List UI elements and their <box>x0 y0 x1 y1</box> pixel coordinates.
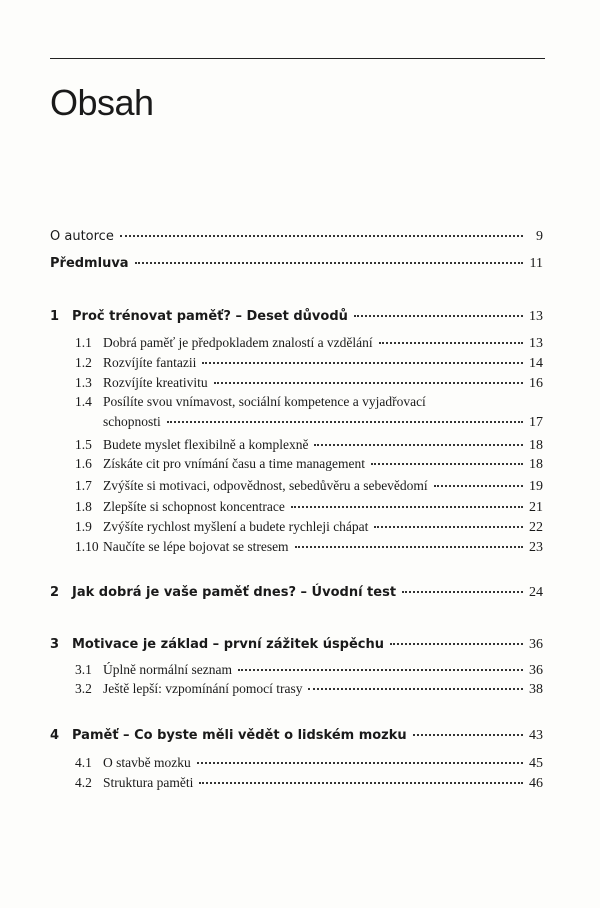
page-number: 17 <box>529 415 543 430</box>
toc-entry <box>50 229 543 249</box>
dot-leader <box>354 315 523 317</box>
entry-title: Získáte cit pro vnímání času a time management <box>103 456 366 471</box>
page-number: 24 <box>529 585 543 600</box>
toc-section-continued <box>103 414 543 434</box>
dot-leader <box>295 546 523 548</box>
dot-leader <box>135 262 523 264</box>
entry-title: Motivace je základ – první zážitek úspěchu <box>72 637 385 652</box>
entry-title: Předmluva <box>50 256 129 271</box>
dot-leader <box>434 485 523 487</box>
toc-chapter <box>50 585 543 605</box>
entry-title: O autorce <box>50 229 114 244</box>
toc-chapter <box>50 309 543 329</box>
toc-section <box>75 775 543 795</box>
entry-number: 3.2 <box>75 681 92 696</box>
page-number: 14 <box>529 356 543 371</box>
page-number: 45 <box>529 756 543 771</box>
toc-chapter <box>50 728 543 748</box>
entry-number: 1.1 <box>75 335 92 350</box>
dot-leader <box>374 526 523 528</box>
toc-section <box>75 519 543 539</box>
page-number: 18 <box>529 438 543 453</box>
page-number: 11 <box>529 256 543 271</box>
entry-title: Ještě lepší: vzpomínání pomocí trasy <box>103 681 303 696</box>
entry-number: 1.9 <box>75 519 92 534</box>
page-number: 13 <box>529 336 543 351</box>
toc-section <box>75 539 543 559</box>
entry-number: 4.2 <box>75 775 92 790</box>
dot-leader <box>199 782 523 784</box>
page-title: Obsah <box>50 82 154 123</box>
toc-chapter <box>50 637 543 657</box>
toc-section <box>75 681 543 701</box>
dot-leader <box>238 669 523 671</box>
page-number: 43 <box>529 728 543 743</box>
dot-leader <box>308 688 523 690</box>
page-number: 21 <box>529 500 543 515</box>
toc-section <box>75 335 543 355</box>
page-number: 36 <box>529 637 543 652</box>
dot-leader <box>314 444 523 446</box>
page-number: 19 <box>529 479 543 494</box>
dot-leader <box>402 591 523 593</box>
entry-number: 1.5 <box>75 437 92 452</box>
dot-leader <box>202 362 523 364</box>
toc-section <box>75 478 543 498</box>
entry-title: Struktura paměti <box>103 775 194 790</box>
dot-leader <box>371 463 523 465</box>
entry-title: Rozvíjíte fantazii <box>103 355 197 370</box>
toc-section <box>75 456 543 476</box>
entry-title: Paměť – Co byste měli vědět o lidském mozku <box>72 728 407 743</box>
page-number: 22 <box>529 520 543 535</box>
toc-section <box>75 375 543 395</box>
page-number: 46 <box>529 776 543 791</box>
dot-leader <box>120 235 523 237</box>
dot-leader <box>197 762 523 764</box>
dot-leader <box>291 506 523 508</box>
entry-number: 1.4 <box>75 394 92 409</box>
entry-title: Jak dobrá je vaše paměť dnes? – Úvodní test <box>72 585 397 600</box>
entry-number: 4 <box>50 728 60 743</box>
page-number: 38 <box>529 682 543 697</box>
entry-number: 1.6 <box>75 456 92 471</box>
entry-number: 1.2 <box>75 355 92 370</box>
dot-leader <box>167 421 523 423</box>
toc-section <box>75 394 543 414</box>
dot-leader <box>379 342 523 344</box>
entry-title: Rozvíjíte kreativitu <box>103 375 208 390</box>
entry-title: schopnosti <box>103 414 161 429</box>
entry-number: 1.3 <box>75 375 92 390</box>
entry-number: 1.7 <box>75 478 92 493</box>
toc-section <box>75 355 543 375</box>
entry-title: Budete myslet flexibilně a komplexně <box>103 437 309 452</box>
page-number: 16 <box>529 376 543 391</box>
entry-number: 3 <box>50 637 60 652</box>
toc-entry <box>50 256 543 276</box>
entry-number: 1 <box>50 309 60 324</box>
entry-title: Posílíte svou vnímavost, sociální kompetence a vyjadřovací <box>103 394 426 409</box>
page-number: 23 <box>529 540 543 555</box>
page-number: 36 <box>529 663 543 678</box>
entry-number: 1.10 <box>75 539 99 554</box>
page-number: 18 <box>529 457 543 472</box>
entry-title: O stavbě mozku <box>103 755 191 770</box>
entry-title: Úplně normální seznam <box>103 662 232 677</box>
entry-title: Proč trénovat paměť? – Deset důvodů <box>72 309 348 324</box>
toc-section <box>75 662 543 682</box>
entry-number: 2 <box>50 585 60 600</box>
entry-title: Zlepšíte si schopnost koncentrace <box>103 499 285 514</box>
page-number: 13 <box>529 309 543 324</box>
dot-leader <box>390 643 523 645</box>
entry-title: Zvýšíte rychlost myšlení a budete rychleji chápat <box>103 519 369 534</box>
header-rule <box>50 58 545 59</box>
entry-title: Dobrá paměť je předpokladem znalostí a vzdělání <box>103 335 373 350</box>
page-number: 9 <box>536 229 543 244</box>
toc-section <box>75 437 543 457</box>
entry-title: Naučíte se lépe bojovat se stresem <box>103 539 289 554</box>
dot-leader <box>214 382 523 384</box>
entry-number: 4.1 <box>75 755 92 770</box>
toc-section <box>75 755 543 775</box>
entry-number: 1.8 <box>75 499 92 514</box>
entry-number: 3.1 <box>75 662 92 677</box>
entry-title: Zvýšíte si motivaci, odpovědnost, sebedůvěru a sebevědomí <box>103 478 428 493</box>
dot-leader <box>413 734 523 736</box>
toc-section <box>75 499 543 519</box>
